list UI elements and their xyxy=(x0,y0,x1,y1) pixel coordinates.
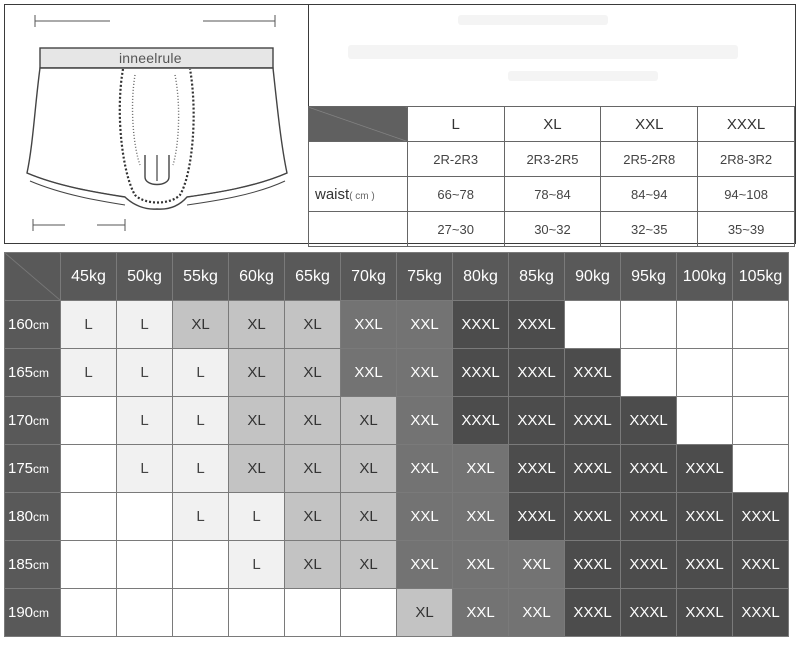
grid-row xyxy=(5,541,789,589)
size-cell: XXXL xyxy=(509,349,565,397)
height-value: 170 xyxy=(8,412,34,429)
size-cell: XXXL xyxy=(621,493,677,541)
size-cell: XL xyxy=(285,349,341,397)
faded-note xyxy=(508,71,658,81)
height-header xyxy=(5,445,61,493)
size-value: 2R-2R3 xyxy=(407,142,504,177)
size-cell: XXXL xyxy=(565,589,621,637)
grid-row xyxy=(5,349,789,397)
waist-row-label xyxy=(309,177,408,212)
size-cell: XXXL xyxy=(509,397,565,445)
size-cell: L xyxy=(173,397,229,445)
size-cell: XL xyxy=(173,301,229,349)
weight-header: 105kg xyxy=(733,253,789,301)
height-value: 180 xyxy=(8,508,34,525)
weight-header: 60kg xyxy=(229,253,285,301)
height-value: 165 xyxy=(8,364,34,381)
grid-row xyxy=(5,301,789,349)
size-cell xyxy=(117,589,173,637)
size-cell xyxy=(621,301,677,349)
size-cell: XL xyxy=(229,397,285,445)
size-cell: XL xyxy=(341,397,397,445)
weight-header: 95kg xyxy=(621,253,677,301)
size-row-label-3 xyxy=(309,212,408,247)
size-cell: L xyxy=(117,349,173,397)
size-cell xyxy=(117,493,173,541)
size-cell xyxy=(733,301,789,349)
height-value: 185 xyxy=(8,556,34,573)
size-cell: XXXL xyxy=(453,349,509,397)
waist-unit: ( cm ) xyxy=(349,190,375,202)
size-cell: XXL xyxy=(341,301,397,349)
size-cell: XXXL xyxy=(453,301,509,349)
height-unit: cm xyxy=(33,462,50,476)
size-cell: XXXL xyxy=(565,541,621,589)
height-unit: cm xyxy=(33,318,50,332)
size-cell: XXL xyxy=(397,493,453,541)
size-cell: XL xyxy=(285,397,341,445)
height-header xyxy=(5,589,61,637)
underwear-illustration xyxy=(5,5,309,243)
grid-row xyxy=(5,445,789,493)
size-cell: XXXL xyxy=(677,445,733,493)
size-cell xyxy=(61,445,117,493)
weight-header: 80kg xyxy=(453,253,509,301)
waist-value: 66~78 xyxy=(407,177,504,212)
size-cell: L xyxy=(61,349,117,397)
size-cell xyxy=(61,541,117,589)
size-cell: XXXL xyxy=(509,445,565,493)
size-cell: L xyxy=(173,493,229,541)
weight-header: 90kg xyxy=(565,253,621,301)
size-cell: L xyxy=(229,541,285,589)
size-cell xyxy=(173,541,229,589)
size-table xyxy=(308,106,795,247)
grid-corner xyxy=(5,253,61,301)
size-cell xyxy=(285,589,341,637)
size-value: 35~39 xyxy=(698,212,795,247)
size-cell xyxy=(173,589,229,637)
weight-header: 65kg xyxy=(285,253,341,301)
size-cell: XXXL xyxy=(565,445,621,493)
size-info-panel xyxy=(4,4,796,244)
size-cell: L xyxy=(117,397,173,445)
size-cell xyxy=(677,349,733,397)
size-cell: XXXL xyxy=(621,397,677,445)
size-cell xyxy=(733,397,789,445)
waist-value: 84~94 xyxy=(601,177,698,212)
height-unit: cm xyxy=(33,366,50,380)
weight-header: 85kg xyxy=(509,253,565,301)
size-cell: XXXL xyxy=(733,541,789,589)
height-header xyxy=(5,493,61,541)
size-cell: XL xyxy=(285,541,341,589)
size-cell: XXXL xyxy=(565,397,621,445)
size-cell: XL xyxy=(341,541,397,589)
height-header xyxy=(5,397,61,445)
size-cell xyxy=(621,349,677,397)
size-cell: XXL xyxy=(397,445,453,493)
height-unit: cm xyxy=(33,510,50,524)
weight-header: 75kg xyxy=(397,253,453,301)
size-cell xyxy=(61,397,117,445)
weight-header: 100kg xyxy=(677,253,733,301)
size-cell: XXL xyxy=(397,349,453,397)
height-unit: cm xyxy=(33,606,50,620)
size-cell: XL xyxy=(397,589,453,637)
size-cell xyxy=(733,349,789,397)
size-cell xyxy=(677,397,733,445)
size-header-xxl: XXL xyxy=(601,107,698,142)
size-cell xyxy=(229,589,285,637)
size-cell: XXXL xyxy=(509,301,565,349)
size-value: 27~30 xyxy=(407,212,504,247)
size-cell: XXL xyxy=(509,589,565,637)
size-cell: L xyxy=(117,445,173,493)
grid-row xyxy=(5,589,789,637)
size-cell: XXL xyxy=(453,541,509,589)
size-cell: XXXL xyxy=(677,589,733,637)
size-cell: L xyxy=(117,301,173,349)
waist-value: 78~84 xyxy=(504,177,601,212)
size-cell: XXXL xyxy=(621,445,677,493)
height-value: 160 xyxy=(8,316,34,333)
height-value: 190 xyxy=(8,604,34,621)
size-cell: XXXL xyxy=(621,589,677,637)
size-cell: XXXL xyxy=(565,493,621,541)
faded-title xyxy=(458,15,608,25)
size-cell: XXL xyxy=(341,349,397,397)
height-header xyxy=(5,349,61,397)
size-cell xyxy=(677,301,733,349)
size-value: 2R5-2R8 xyxy=(601,142,698,177)
weight-header: 70kg xyxy=(341,253,397,301)
height-header xyxy=(5,301,61,349)
size-value: 32~35 xyxy=(601,212,698,247)
size-cell xyxy=(341,589,397,637)
size-value: 30~32 xyxy=(504,212,601,247)
size-cell: XXL xyxy=(453,493,509,541)
size-table-corner xyxy=(309,107,408,142)
size-cell xyxy=(61,493,117,541)
height-value: 175 xyxy=(8,460,34,477)
size-header-xxxl: XXXL xyxy=(698,107,795,142)
size-row-label-1 xyxy=(309,142,408,177)
size-cell: XXXL xyxy=(453,397,509,445)
size-cell: XXL xyxy=(397,397,453,445)
size-cell: XXL xyxy=(397,541,453,589)
size-cell: XL xyxy=(341,493,397,541)
brand-label: inneelrule xyxy=(119,50,182,66)
weight-header: 50kg xyxy=(117,253,173,301)
size-cell: L xyxy=(61,301,117,349)
size-cell xyxy=(733,445,789,493)
size-cell: XXL xyxy=(397,301,453,349)
size-cell: XL xyxy=(285,493,341,541)
faded-subtitle xyxy=(348,45,738,59)
size-cell: XL xyxy=(229,349,285,397)
height-header xyxy=(5,541,61,589)
size-value: 2R8-3R2 xyxy=(698,142,795,177)
size-cell: XXL xyxy=(453,445,509,493)
size-cell: XXXL xyxy=(621,541,677,589)
size-cell: XXXL xyxy=(565,349,621,397)
size-cell: XL xyxy=(285,445,341,493)
size-cell: L xyxy=(173,445,229,493)
size-cell: XXL xyxy=(453,589,509,637)
size-cell xyxy=(117,541,173,589)
weight-header: 55kg xyxy=(173,253,229,301)
size-cell: XXXL xyxy=(733,589,789,637)
height-unit: cm xyxy=(33,414,50,428)
height-unit: cm xyxy=(33,558,50,572)
waist-label: waist xyxy=(315,185,350,203)
size-cell: XL xyxy=(229,301,285,349)
size-cell: XXXL xyxy=(677,493,733,541)
weight-header: 45kg xyxy=(61,253,117,301)
size-cell: L xyxy=(229,493,285,541)
size-cell: XL xyxy=(285,301,341,349)
boxer-briefs-drawing xyxy=(5,5,308,243)
size-cell: XXXL xyxy=(677,541,733,589)
size-recommendation-grid xyxy=(4,252,789,637)
size-cell: XL xyxy=(229,445,285,493)
size-value: 2R3-2R5 xyxy=(504,142,601,177)
size-header-xl: XL xyxy=(504,107,601,142)
waist-value: 94~108 xyxy=(698,177,795,212)
grid-row xyxy=(5,397,789,445)
size-cell: XXXL xyxy=(509,493,565,541)
size-cell: XXXL xyxy=(733,493,789,541)
size-cell: XXL xyxy=(509,541,565,589)
grid-row xyxy=(5,493,789,541)
size-measurement-table xyxy=(308,5,795,243)
size-cell: XL xyxy=(341,445,397,493)
size-header-l: L xyxy=(407,107,504,142)
size-cell xyxy=(565,301,621,349)
size-cell xyxy=(61,589,117,637)
size-cell: L xyxy=(173,349,229,397)
